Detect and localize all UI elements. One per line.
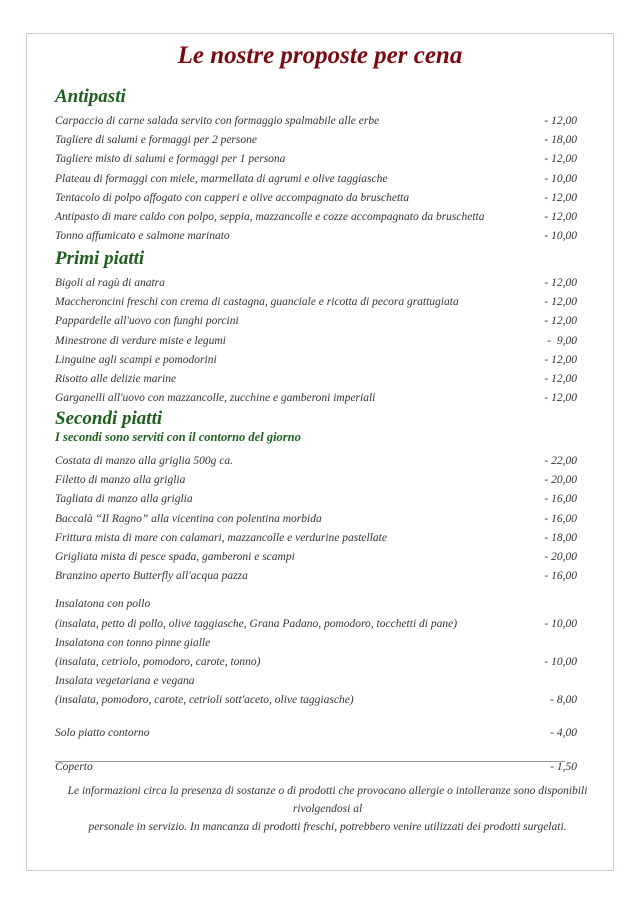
section-heading: Antipasti [55,86,126,107]
menu-item [55,274,577,293]
menu-item [55,131,577,150]
section-heading: Primi piatti [55,248,145,269]
menu-item-price: - 12,00 [544,191,577,204]
menu-item-name: Insalatona con tonno pinne gialle [55,636,211,649]
section-secondi [55,408,577,777]
menu-item [55,332,577,351]
menu-item-price: - 12,00 [544,277,577,289]
menu-item [55,150,577,169]
menu-item-price: - 16,00 [544,570,577,583]
menu-item: (insalata, cetriolo, pomodoro, carote, tonno) - 10,00 [55,653,577,672]
menu-item [55,471,577,490]
menu-item-name: Baccalà “Il Ragno” alla vicentina con polentina morbida [55,512,322,525]
menu-item-price: - 12,00 [544,153,577,166]
menu-item-price: - 18,00 [544,531,577,544]
menu-item-price: - 20,00 [544,474,577,487]
menu-item [55,208,577,227]
menu-item-name: Antipasto di mare caldo con polpo, seppia, mazzancolle e cozze accompagnato da bruschetta [55,210,485,223]
menu-list [55,274,577,408]
menu-item [55,227,577,246]
menu-item [55,490,577,509]
menu-item-price: - 18,00 [544,134,577,147]
section-subtitle: I secondi sono serviti con il contorno del giorno [55,430,301,444]
menu-item-name: Insalatona con pollo [55,598,151,611]
menu-item [55,567,577,586]
menu-item-name: Insalata vegetariana e vegana [55,675,195,688]
menu-item-name: Tonno affumicato e salmone marinato [55,230,230,243]
menu-item-name: Branzino aperto Butterfly all'acqua pazza [55,570,248,583]
menu-item-name: Linguine agli scampi e pomodorini [55,353,217,366]
menu-item: (insalata, petto di pollo, olive taggiasche, Grana Padano, pomodoro, tocchetti di pane) - 10,00 [55,615,577,634]
menu-item-name: Garganelli all'uovo con mazzancolle, zucchine e gamberoni imperiali [55,392,376,405]
notice-line: Le informazioni circa la presenza di sostanze o di prodotti che provocano allergie o intolleranze sono disponibili rivolgendosi al [67,785,588,815]
menu-item-price: - 12,00 [544,372,577,385]
menu-item-price: - 10,00 [544,617,577,630]
menu-item [55,389,577,408]
menu-item-price: - 10,00 [544,655,577,668]
menu-item-price: - 10,00 [544,230,577,243]
menu-list [55,112,577,246]
menu-item-name: Maccheroncini freschi con crema di castagna, guanciale e ricotta di pecora grattugiata [55,296,459,309]
menu-item [55,548,577,567]
menu-item-name: Grigliata mista di pesce spada, gamberoni e scampi [55,550,295,563]
menu-item-name: Tentacolo di polpo affogato con capperi e olive accompagnato da bruschetta [55,191,410,204]
menu-item [55,170,577,189]
menu-item-price: - 12,00 [544,296,577,309]
menu-list [55,452,577,586]
page-title: Le nostre proposte per cena [177,42,463,69]
menu-item-name: Frittura mista di mare con calamari, mazzancolle e verdurine pastellate [55,531,387,544]
menu-item-name: Minestrone di verdure miste e legumi [55,334,226,347]
menu-item-price: - 12,00 [544,210,577,223]
menu-item [55,293,577,312]
section-antipasti [55,86,577,246]
menu-item-price: - 16,00 [544,512,577,525]
section-primi [55,248,577,408]
menu-item-price: - 12,00 [544,353,577,366]
menu-item [55,351,577,370]
menu-item-price: - 20,00 [544,550,577,563]
menu-item-price: - 8,00 [550,694,577,707]
menu-item-price: - 9,00 [547,334,577,347]
notice-line: personale in servizio. In mancanza di prodotti freschi, potrebbero venire utilizzati dei prodotti surgelati. [88,821,567,833]
menu-item-price: - 12,00 [544,315,577,328]
menu-item-contorno: Solo piatto contorno - 4,00 [55,727,577,740]
allergen-notice [50,782,605,836]
menu-item-name: Tagliere di salumi e formaggi per 2 persone [55,134,257,147]
menu-item [55,529,577,548]
menu-item-name: Risotto alle delizie marine [55,372,177,385]
menu-item-name: Costata di manzo alla griglia 500g ca. [55,455,233,467]
insalate-list [55,595,577,710]
menu-item-price: - 12,00 [544,115,577,127]
menu-item-price: - 12,00 [544,392,577,405]
menu-item-price: - 16,00 [544,493,577,506]
menu-item [55,189,577,208]
menu-item [55,452,577,471]
menu-item-name: Tagliere misto di salumi e formaggi per 1 persona [55,153,286,166]
menu-item [55,112,577,131]
menu-item-name: Carpaccio di carne salada servito con formaggio spalmabile alle erbe [55,115,380,127]
menu-item-name: Tagliata di manzo alla griglia [55,493,193,506]
menu-item-name: Filetto di manzo alla griglia [55,474,186,487]
menu-item-name: Bigoli al ragù di anatra [55,277,165,289]
menu-item [55,370,577,389]
menu-item [55,312,577,331]
section-heading: Secondi piatti [55,408,163,429]
menu-item-price: - 22,00 [544,455,577,467]
menu-item-price: - 10,00 [544,172,577,185]
menu-item-coperto: Coperto - 1,50 [55,760,577,773]
menu-item-name: Plateau di formaggi con miele, marmellata di agrumi e olive taggiasche [55,172,388,185]
menu-item [55,510,577,529]
menu-item-name: Pappardelle all'uovo con funghi porcini [55,315,239,328]
menu-item: (insalata, pomodoro, carote, cetrioli sott'aceto, olive taggiasche) - 8,00 [55,691,577,710]
divider [55,761,565,762]
